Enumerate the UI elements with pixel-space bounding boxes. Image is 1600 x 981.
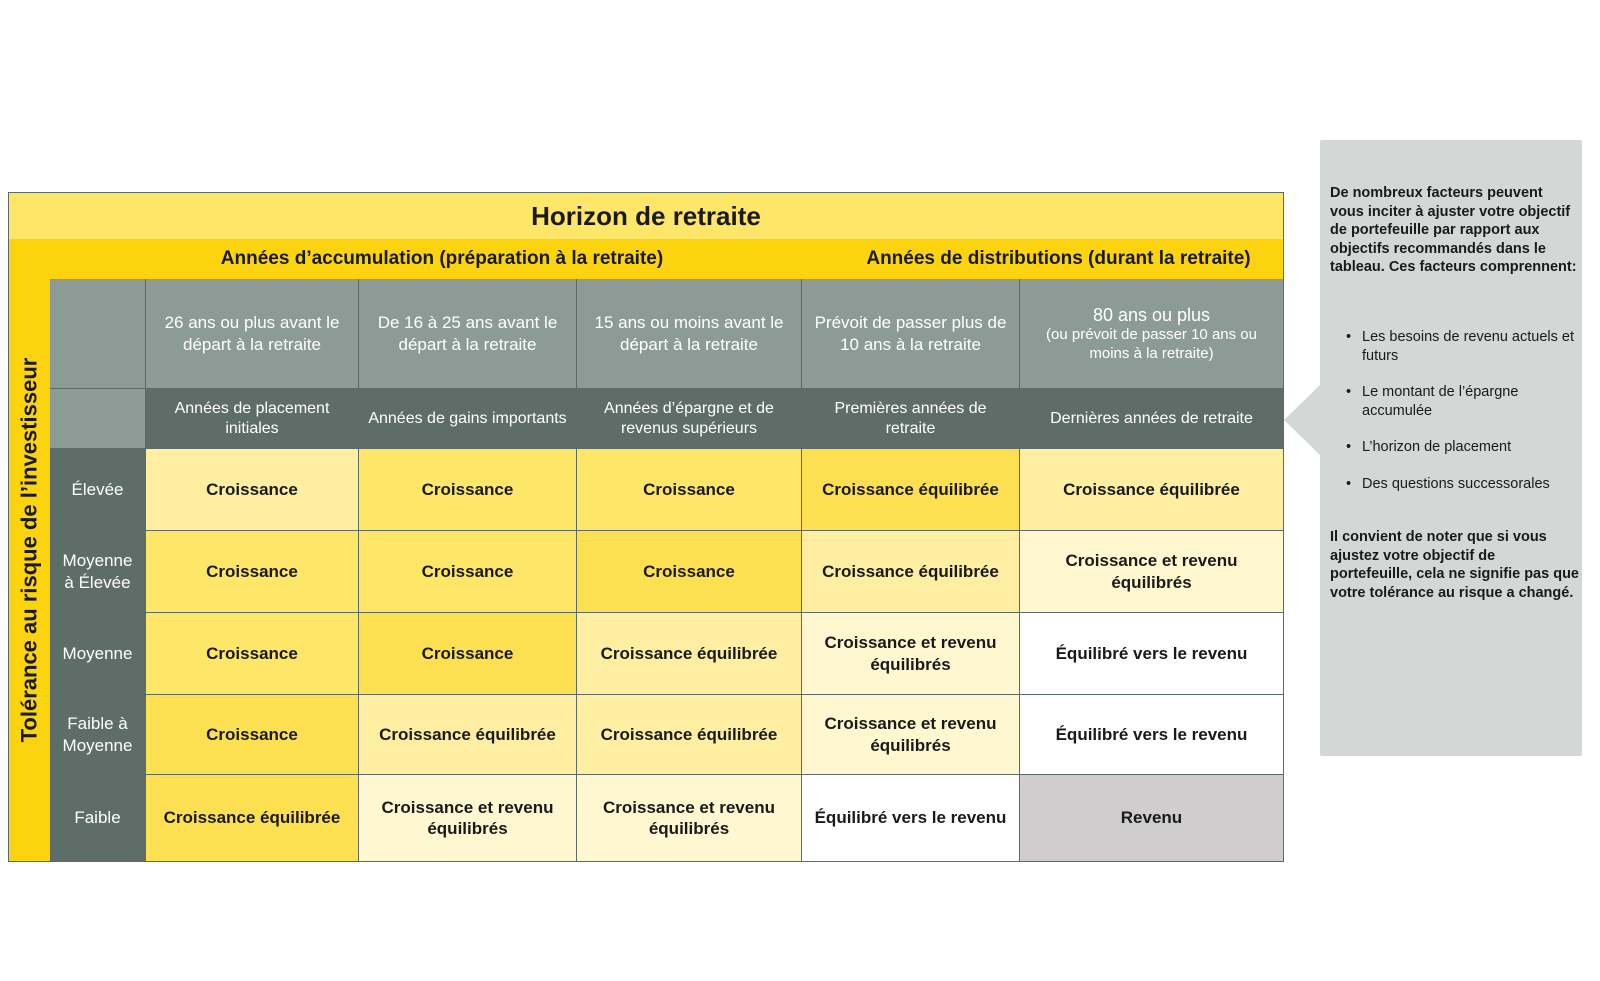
list-item: • Le montant de l’épargne accumulée: [1346, 384, 1519, 419]
row-label-moyenne: Moyenne: [50, 613, 146, 695]
stage-header-5: Dernières années de retraite: [1020, 389, 1283, 449]
table-cell: Croissance: [577, 449, 802, 531]
header-corner-bottom: [50, 389, 146, 449]
callout-pointer: [1284, 384, 1321, 456]
table-cell: Croissance équilibrée: [577, 695, 802, 775]
table-cell: Croissance: [359, 449, 577, 531]
table-cell: Croissance: [146, 449, 359, 531]
row-label-elevee: Élevée: [50, 449, 146, 531]
list-item: • Des questions successorales: [1346, 475, 1550, 492]
list-item: • L’horizon de placement: [1346, 439, 1512, 456]
bullet-icon: •: [1346, 384, 1352, 401]
table-cell: Croissance équilibrée: [146, 775, 359, 861]
table-cell: Croissance: [146, 695, 359, 775]
bullet-icon: •: [1346, 329, 1352, 345]
column-header-5-sub: (ou prévoit de passer 10 ans ou moins à la retraite): [1046, 326, 1257, 362]
table-title: Horizon de retraite: [9, 193, 1283, 240]
column-header-1: 26 ans ou plus avant le départ à la retraite: [146, 279, 359, 389]
column-header-5: [1020, 279, 1283, 389]
table-cell: Croissance: [146, 531, 359, 613]
risk-tolerance-axis-label: [9, 239, 51, 861]
column-header-4: Prévoit de passer plus de 10 ans à la retraite: [802, 279, 1020, 389]
stage-header-4: Premières années de retraite: [802, 389, 1020, 449]
table-cell: Croissance: [359, 531, 577, 613]
list-item: • Les besoins de revenu actuels et futurs: [1346, 329, 1574, 364]
row-label-faible: Faible: [50, 775, 146, 861]
table-cell: Croissance: [359, 613, 577, 695]
stage-header-3: Années d’épargne et de revenus supérieurs: [577, 389, 802, 449]
factors-callout: [1320, 140, 1582, 756]
table-cell: Croissance et revenu équilibrés: [359, 775, 577, 861]
table-cell: Croissance équilibrée: [577, 613, 802, 695]
table-cell: Équilibré vers le revenu: [1020, 613, 1283, 695]
callout-intro: De nombreux facteurs peuvent vous inciter à ajuster votre objectif de portefeuille par rapport aux objectifs recommandés dans le tableau. Ces facteurs comprennent:: [1330, 185, 1577, 276]
table-cell: Croissance et revenu équilibrés: [1020, 531, 1283, 613]
table-cell: Croissance et revenu équilibrés: [577, 775, 802, 861]
table-cell: Croissance équilibrée: [802, 531, 1020, 613]
table-cell: Croissance équilibrée: [1020, 449, 1283, 531]
factor-list: [1346, 328, 1576, 511]
side-label-text: Tolérance au risque de l’investisseur: [16, 357, 42, 743]
row-label-faible-a-moyenne: Faible à Moyenne: [50, 695, 146, 775]
stage-header-2: Années de gains importants: [359, 389, 577, 449]
accumulation-group-header: Années d’accumulation (préparation à la retraite): [220, 248, 664, 269]
retirement-horizon-table: [8, 192, 1284, 862]
table-cell: Croissance équilibrée: [802, 449, 1020, 531]
table-cell: Revenu: [1020, 775, 1283, 861]
table-cell: Croissance et revenu équilibrés: [802, 613, 1020, 695]
stage-header-1: Années de placement initiales: [146, 389, 359, 449]
bullet-icon: •: [1346, 439, 1352, 456]
table-cell: Croissance équilibrée: [359, 695, 577, 775]
phase-group-row: [50, 239, 1283, 280]
distribution-group-header: Années de distributions (durant la retraite): [866, 248, 1251, 269]
table-cell: Croissance: [146, 613, 359, 695]
table-cell: Croissance et revenu équilibrés: [802, 695, 1020, 775]
column-header-5-main: 80 ans ou plus: [1092, 304, 1211, 325]
table-cell: Croissance: [577, 531, 802, 613]
table-cell: Équilibré vers le revenu: [802, 775, 1020, 861]
table-cell: Équilibré vers le revenu: [1020, 695, 1283, 775]
row-label-moyenne-a-elevee: Moyenne à Élevée: [50, 531, 146, 613]
bullet-icon: •: [1346, 475, 1352, 492]
header-corner-top: [50, 279, 146, 389]
column-header-3: 15 ans ou moins avant le départ à la retraite: [577, 279, 802, 389]
callout-note: Il convient de noter que si vous ajustez votre objectif de portefeuille, cela ne signifie pas que votre tolérance au risque a changé.: [1330, 529, 1579, 601]
column-header-2: De 16 à 25 ans avant le départ à la retraite: [359, 279, 577, 389]
